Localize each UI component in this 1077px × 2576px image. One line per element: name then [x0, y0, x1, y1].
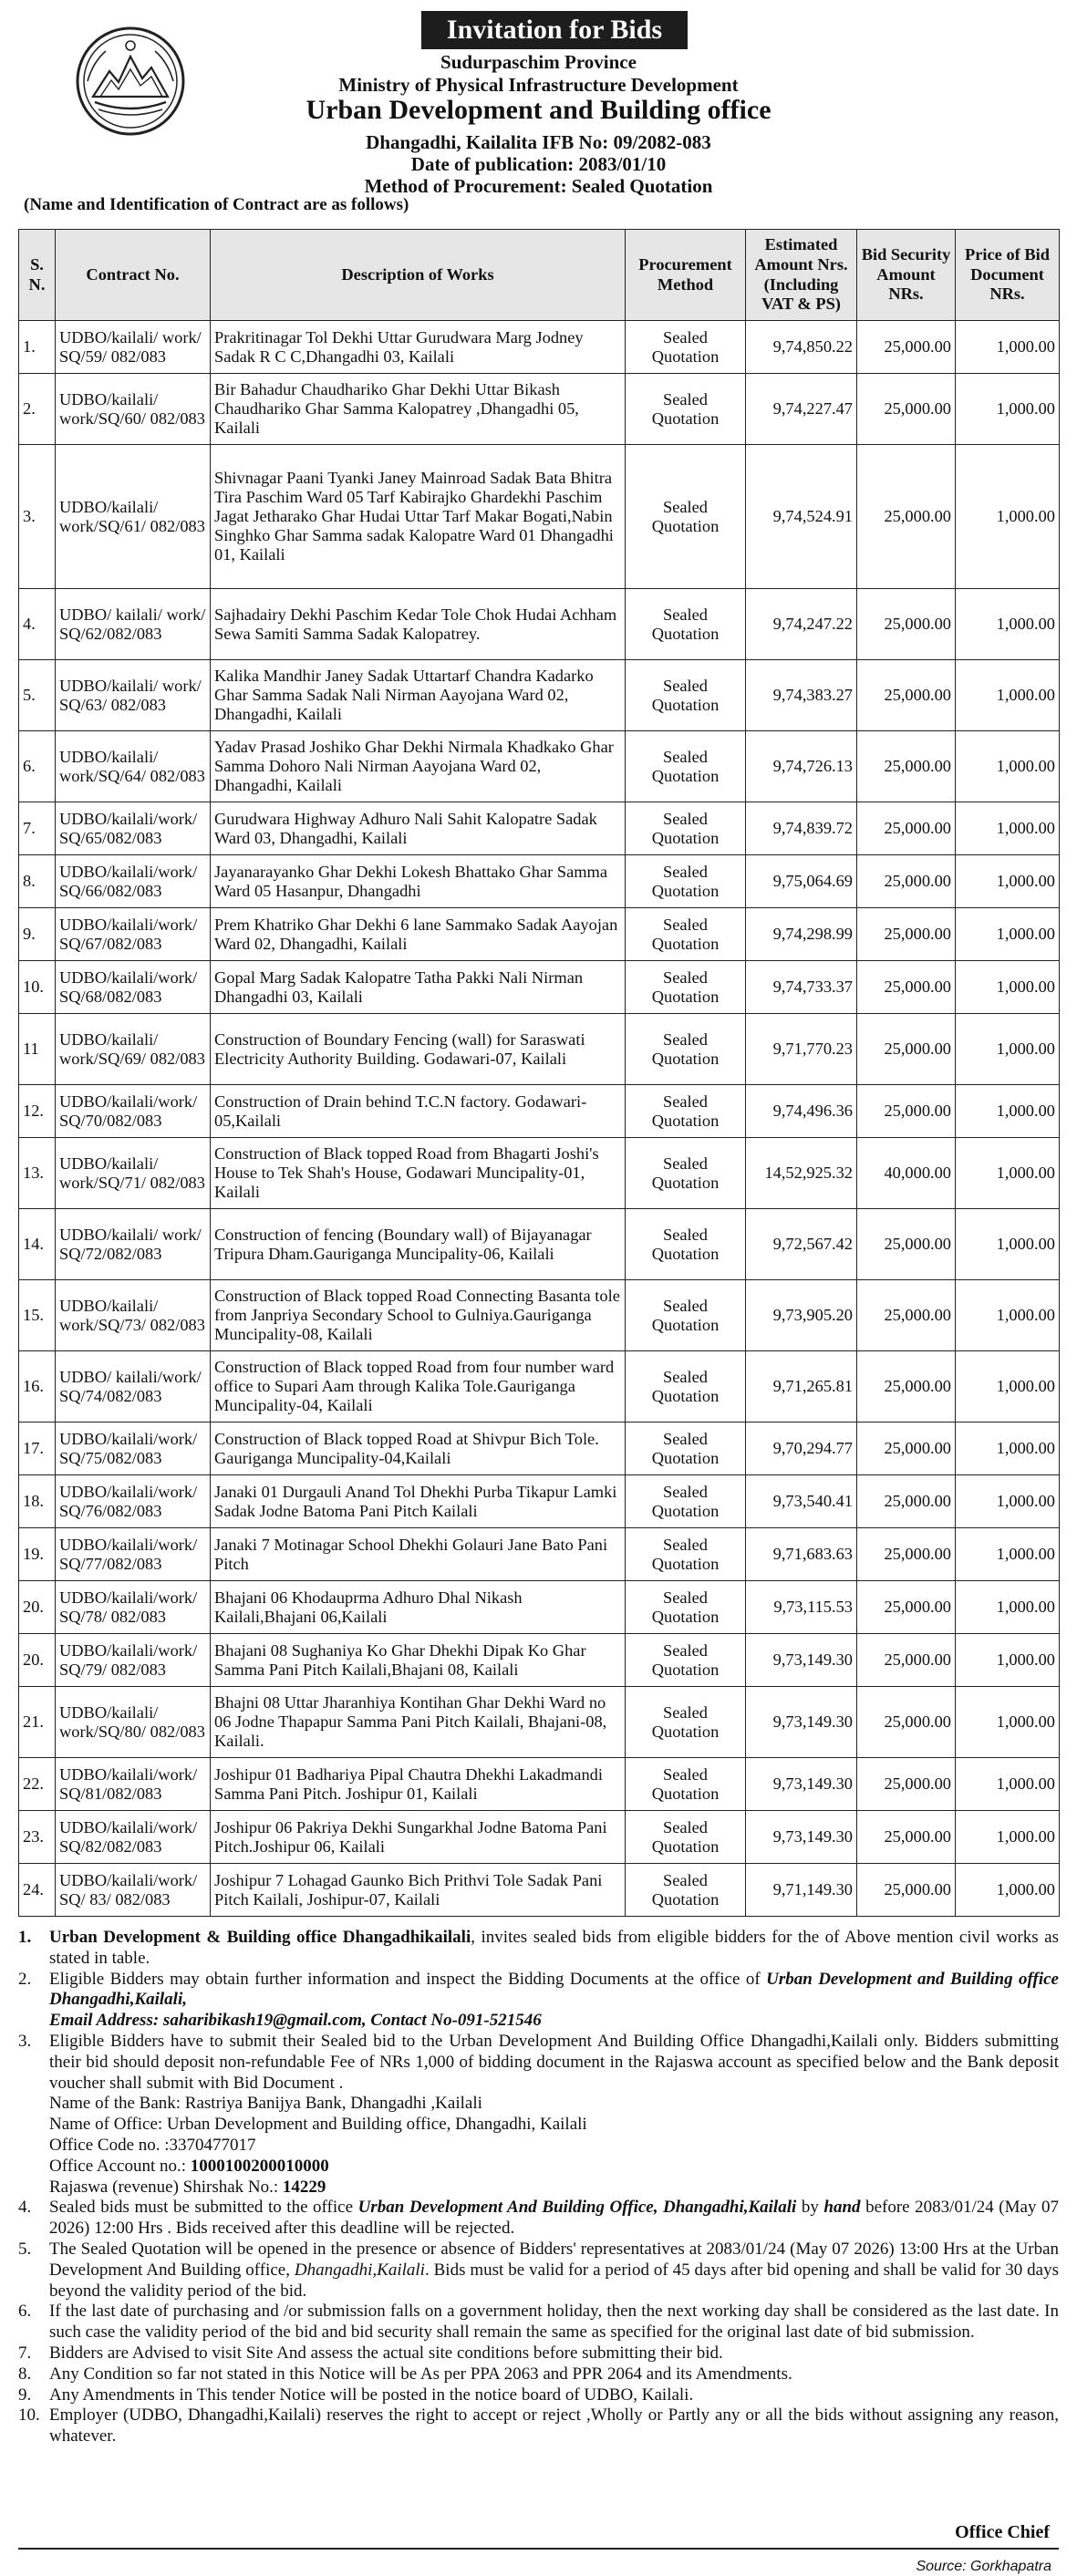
term-item [18, 2302, 1059, 2343]
row-contract-no: UDBO/kailali/work/ SQ/78/ 082/083 [56, 1581, 211, 1634]
office-code: Office Code no. :3370477017 [49, 2135, 256, 2155]
table-row [19, 855, 1060, 908]
table-row [19, 731, 1060, 802]
row-method: Sealed Quotation [626, 589, 746, 660]
row-contract-no: UDBO/kailali/ work/ SQ/59/ 082/083 [56, 321, 211, 374]
term-part: Sealed bids must be submitted to the office [49, 2198, 358, 2218]
row-price: 1,000.00 [956, 1758, 1060, 1811]
row-security: 25,000.00 [857, 1209, 956, 1280]
row-amount: 9,73,540.41 [746, 1475, 857, 1528]
row-security: 25,000.00 [857, 1475, 956, 1528]
row-price: 1,000.00 [956, 1014, 1060, 1085]
row-description: Construction of Drain behind T.C.N factory. Godawari-05,Kailali [211, 1085, 626, 1138]
row-contract-no: UDBO/kailali/work/ SQ/65/082/083 [56, 802, 211, 855]
row-amount: 9,75,064.69 [746, 855, 857, 908]
row-price: 1,000.00 [956, 1475, 1060, 1528]
row-sn: 4. [19, 589, 56, 660]
row-sn: 20. [19, 1634, 56, 1687]
row-description: Prem Khatriko Ghar Dekhi 6 lane Sammako Sadak Aayojan Ward 02, Dhangadhi, Kailali [211, 908, 626, 961]
row-sn: 17. [19, 1422, 56, 1475]
ministry-line: Ministry of Physical Infrastructure Development [338, 74, 739, 96]
office-name: Name of Office: Urban Development and Building office, Dhangadhi, Kailali [49, 2115, 587, 2135]
term-item [18, 2343, 1059, 2364]
rajaswa-number: 14229 [282, 2177, 326, 2197]
term-text: Any Amendments in This tender Notice will be posted in the notice board of UDBO, Kailali. [49, 2385, 694, 2405]
row-sn: 14. [19, 1209, 56, 1280]
row-contract-no: UDBO/kailali/work/ SQ/67/082/083 [56, 908, 211, 961]
row-method: Sealed Quotation [626, 1475, 746, 1528]
term-item [18, 1928, 1059, 1970]
row-method: Sealed Quotation [626, 1634, 746, 1687]
row-description: Construction of Black topped Road from Bhagarti Joshi's House to Tek Shah's House, Godawari Muncipality-01, Kailali [211, 1138, 626, 1209]
row-price: 1,000.00 [956, 1528, 1060, 1581]
row-description: Sajhadairy Dekhi Paschim Kedar Tole Chok Hudai Achham Sewa Samiti Samma Sadak Kalopatrey. [211, 589, 626, 660]
row-sn: 22. [19, 1758, 56, 1811]
province-line: Sudurpaschim Province [440, 51, 637, 73]
term-text: Employer (UDBO, Dhangadhi,Kailali) reserves the right to accept or reject ,Wholly or Partly any or all the bids without assigning any reason, whatever. [49, 2405, 1059, 2447]
row-amount: 9,71,683.63 [746, 1528, 857, 1581]
term-number: 2. [18, 1969, 32, 1989]
row-contract-no: UDBO/kailali/work/ SQ/82/082/083 [56, 1811, 211, 1864]
row-description: Jayanarayanko Ghar Dekhi Lokesh Bhattako Ghar Samma Ward 05 Hasanpur, Dhangadhi [211, 855, 626, 908]
row-amount: 9,74,298.99 [746, 908, 857, 961]
term-number: 10. [18, 2405, 40, 2426]
term-item [18, 2364, 1059, 2385]
row-price: 1,000.00 [956, 731, 1060, 802]
row-description: Yadav Prasad Joshiko Ghar Dekhi Nirmala Khadkako Ghar Samma Dohoro Nali Nirman Aayojana Ward 02, Dhangadhi, Kailali [211, 731, 626, 802]
table-row [19, 908, 1060, 961]
row-contract-no: UDBO/kailali/work/ SQ/66/082/083 [56, 855, 211, 908]
term-number: 8. [18, 2364, 32, 2384]
table-row [19, 1280, 1060, 1351]
table-row [19, 1138, 1060, 1209]
row-amount: 9,71,149.30 [746, 1864, 857, 1917]
table-row [19, 589, 1060, 660]
term-text [49, 2198, 1059, 2240]
row-amount: 9,74,839.72 [746, 802, 857, 855]
row-description: Bhajni 08 Uttar Jharanhiya Kontihan Ghar Dekhi Ward no 06 Jodne Thapapur Samma Pani Pitch Kailali, Bhajani-08, Kailali. [211, 1687, 626, 1758]
table-row [19, 374, 1060, 445]
table-row [19, 1634, 1060, 1687]
table-note: (Name and Identification of Contract are as follows) [24, 195, 409, 214]
row-amount: 9,74,496.36 [746, 1085, 857, 1138]
row-method: Sealed Quotation [626, 802, 746, 855]
row-method: Sealed Quotation [626, 1422, 746, 1475]
term-number: 6. [18, 2302, 32, 2322]
table-row [19, 321, 1060, 374]
row-method: Sealed Quotation [626, 1351, 746, 1422]
term-office: Urban Development And Building Office, Dhangadhi,Kailali [357, 2198, 797, 2218]
row-method: Sealed Quotation [626, 1280, 746, 1351]
row-contract-no: UDBO/ kailali/work/ SQ/74/082/083 [56, 1351, 211, 1422]
row-security: 25,000.00 [857, 1528, 956, 1581]
row-contract-no: UDBO/kailali/ work/ SQ/72/082/083 [56, 1209, 211, 1280]
row-contract-no: UDBO/kailali/ work/SQ/61/ 082/083 [56, 445, 211, 589]
row-method: Sealed Quotation [626, 1014, 746, 1085]
term-number: 1. [18, 1928, 32, 1947]
row-sn: 7. [19, 802, 56, 855]
row-description: Joshipur 7 Lohagad Gaunko Bich Prithvi Tole Sadak Pani Pitch Kailali, Joshipur-07, Kailali [211, 1864, 626, 1917]
row-sn: 19. [19, 1528, 56, 1581]
row-security: 25,000.00 [857, 802, 956, 855]
invitation-banner: Invitation for Bids [421, 11, 688, 49]
term-part: The Sealed Quotation will be opened in the presence or absence of Bidders' representatives at 2083/01/24 (May 07 2026) 13:00 Hrs at the Urban Development And Building office, [49, 2239, 1059, 2280]
term-number: 3. [18, 2031, 32, 2051]
term-part: by [796, 2198, 824, 2218]
procurement-method-line: Method of Procurement: Sealed Quotation [364, 175, 713, 197]
row-sn: 21. [19, 1687, 56, 1758]
row-contract-no: UDBO/kailali/ work/SQ/73/ 082/083 [56, 1280, 211, 1351]
row-security: 25,000.00 [857, 1758, 956, 1811]
term-email: Email Address: saharibikash19@gmail.com, Contact No-091-521546 [49, 2011, 542, 2031]
row-security: 25,000.00 [857, 908, 956, 961]
rajaswa-label: Rajaswa (revenue) Shirshak No.: [49, 2177, 283, 2197]
row-security: 25,000.00 [857, 1351, 956, 1422]
header-contract: Contract No. [56, 230, 211, 321]
table-row [19, 1475, 1060, 1528]
row-amount: 9,74,247.22 [746, 589, 857, 660]
row-amount: 9,74,733.37 [746, 961, 857, 1014]
row-price: 1,000.00 [956, 855, 1060, 908]
row-security: 25,000.00 [857, 1811, 956, 1864]
term-text [49, 2032, 1059, 2198]
table-row [19, 1528, 1060, 1581]
term-text [49, 2240, 1059, 2302]
row-contract-no: UDBO/kailali/work/ SQ/ 83/ 082/083 [56, 1864, 211, 1917]
row-sn: 2. [19, 374, 56, 445]
row-method: Sealed Quotation [626, 961, 746, 1014]
row-amount: 9,74,726.13 [746, 731, 857, 802]
row-amount: 9,70,294.77 [746, 1422, 857, 1475]
row-contract-no: UDBO/kailali/ work/SQ/60/ 082/083 [56, 374, 211, 445]
row-contract-no: UDBO/kailali/work/ SQ/75/082/083 [56, 1422, 211, 1475]
row-sn: 18. [19, 1475, 56, 1528]
row-method: Sealed Quotation [626, 445, 746, 589]
table-row [19, 802, 1060, 855]
bank-name: Name of the Bank: Rastriya Banijya Bank, Dhangadhi ,Kailali [49, 2094, 482, 2114]
rajaswa-shirshak [49, 2178, 1059, 2198]
row-security: 25,000.00 [857, 1014, 956, 1085]
table-row [19, 1687, 1060, 1758]
row-sn: 6. [19, 731, 56, 802]
row-security: 25,000.00 [857, 1634, 956, 1687]
term-item [18, 2385, 1059, 2406]
row-method: Sealed Quotation [626, 1138, 746, 1209]
term-text: Bidders are Advised to visit Site And assess the actual site conditions before submitting their bid. [49, 2343, 723, 2363]
header-amount: Estimated Amount Nrs. (Including VAT & PS) [746, 230, 857, 321]
row-contract-no: UDBO/kailali/work/ SQ/77/082/083 [56, 1528, 211, 1581]
row-price: 1,000.00 [956, 1864, 1060, 1917]
term-rest: Eligible Bidders may obtain further information and inspect the Bidding Documents at the office of [49, 1969, 767, 1989]
term-item [18, 2240, 1059, 2302]
row-description: Bir Bahadur Chaudhariko Ghar Dekhi Uttar Bikash Chaudhariko Ghar Samma Kalopatrey ,Dhangadhi 05, Kailali [211, 374, 626, 445]
row-method: Sealed Quotation [626, 374, 746, 445]
row-description: Prakritinagar Tol Dekhi Uttar Gurudwara Marg Jodney Sadak R C C,Dhangadhi 03, Kailali [211, 321, 626, 374]
term-bold: Urban Development & Building office Dhangadhikailali [49, 1928, 471, 1947]
contracts-table [18, 229, 1060, 1917]
row-method: Sealed Quotation [626, 731, 746, 802]
row-security: 25,000.00 [857, 321, 956, 374]
header-sn: S. N. [19, 230, 56, 321]
row-security: 25,000.00 [857, 660, 956, 731]
row-description: Shivnagar Paani Tyanki Janey Mainroad Sadak Bata Bhitra Tira Paschim Ward 05 Tarf Kabirajko Ghardekhi Paschim Jagat Jetharako Ghar Hudai Uttar Tarf Makar Bogati,Nabin Singhko Ghar Samma sadak Kalopatre Ward 01 Dhangadhi 01, Kailali [211, 445, 626, 589]
row-price: 1,000.00 [956, 1351, 1060, 1422]
row-price: 1,000.00 [956, 589, 1060, 660]
row-amount: 9,74,524.91 [746, 445, 857, 589]
row-sn: 12. [19, 1085, 56, 1138]
row-amount: 9,73,149.30 [746, 1634, 857, 1687]
term-rest: Eligible Bidders have to submit their Sealed bid to the Urban Development And Building Office Dhangadhi,Kailali only. Bidders submitting their bid should deposit non-refundable Fee of NRs 1,000 of bidding document in the Rajaswa account as specified below and the Bank deposit voucher shall submit with Bid Document . [49, 2031, 1059, 2093]
header-price: Price of Bid Document NRs. [956, 230, 1060, 321]
term-item [18, 1970, 1059, 2032]
term-text: Any Condition so far not stated in this Notice will be As per PPA 2063 and PPR 2064 and its Amendments. [49, 2364, 792, 2384]
row-sn: 13. [19, 1138, 56, 1209]
row-price: 1,000.00 [956, 1811, 1060, 1864]
row-method: Sealed Quotation [626, 1209, 746, 1280]
row-sn: 11 [19, 1014, 56, 1085]
row-description: Construction of Black topped Road at Shivpur Bich Tole. Gauriganga Muncipality-04,Kailali [211, 1422, 626, 1475]
row-price: 1,000.00 [956, 660, 1060, 731]
row-method: Sealed Quotation [626, 1581, 746, 1634]
header-security: Bid Security Amount NRs. [857, 230, 956, 321]
row-price: 1,000.00 [956, 1581, 1060, 1634]
row-price: 1,000.00 [956, 445, 1060, 589]
header-description: Description of Works [211, 230, 626, 321]
row-description: Construction of Black topped Road from four number ward office to Supari Aam through Kalika Tole.Gauriganga Muncipality-04, Kailali [211, 1351, 626, 1422]
row-contract-no: UDBO/ kailali/ work/ SQ/62/082/083 [56, 589, 211, 660]
row-contract-no: UDBO/kailali/ work/SQ/71/ 082/083 [56, 1138, 211, 1209]
term-part: before 2083/01/24 (May 07 2026) 12:00 Hrs . Bids received after this deadline will be rejected. [49, 2198, 1060, 2239]
office-account [49, 2157, 1059, 2178]
row-method: Sealed Quotation [626, 1687, 746, 1758]
row-security: 25,000.00 [857, 374, 956, 445]
row-security: 25,000.00 [857, 1581, 956, 1634]
row-contract-no: UDBO/kailali/work/ SQ/81/082/083 [56, 1758, 211, 1811]
row-price: 1,000.00 [956, 1422, 1060, 1475]
footer-divider [18, 2548, 1059, 2550]
row-sn: 5. [19, 660, 56, 731]
publication-date-line: Date of publication: 2083/01/10 [410, 153, 667, 175]
row-amount: 9,71,265.81 [746, 1351, 857, 1422]
office-chief-signature: Office Chief [955, 2522, 1050, 2542]
row-price: 1,000.00 [956, 802, 1060, 855]
table-row [19, 1014, 1060, 1085]
row-contract-no: UDBO/kailali/work/ SQ/79/ 082/083 [56, 1634, 211, 1687]
term-emphasis: hand [823, 2198, 861, 2218]
account-number: 1000100200010000 [190, 2156, 329, 2176]
term-text [49, 1928, 1059, 1970]
row-method: Sealed Quotation [626, 660, 746, 731]
row-security: 25,000.00 [857, 961, 956, 1014]
row-sn: 9. [19, 908, 56, 961]
row-amount: 9,74,850.22 [746, 321, 857, 374]
row-sn: 10. [19, 961, 56, 1014]
row-contract-no: UDBO/kailali/work/ SQ/70/082/083 [56, 1085, 211, 1138]
row-amount: 9,74,227.47 [746, 374, 857, 445]
term-number: 5. [18, 2239, 32, 2259]
row-contract-no: UDBO/kailali/ work/SQ/80/ 082/083 [56, 1687, 211, 1758]
row-price: 1,000.00 [956, 1687, 1060, 1758]
table-row [19, 1864, 1060, 1917]
table-row [19, 1811, 1060, 1864]
term-emphasis: Dhangadhi,Kailali [294, 2260, 425, 2280]
table-row [19, 1209, 1060, 1280]
row-amount: 9,73,149.30 [746, 1811, 857, 1864]
table-row [19, 1085, 1060, 1138]
row-sn: 16. [19, 1351, 56, 1422]
term-number: 4. [18, 2198, 32, 2218]
row-security: 25,000.00 [857, 1864, 956, 1917]
row-sn: 23. [19, 1811, 56, 1864]
notice-header [18, 7, 1059, 212]
table-row [19, 1758, 1060, 1811]
row-price: 1,000.00 [956, 1138, 1060, 1209]
row-method: Sealed Quotation [626, 321, 746, 374]
row-method: Sealed Quotation [626, 1811, 746, 1864]
row-sn: 8. [19, 855, 56, 908]
row-contract-no: UDBO/kailali/ work/ SQ/63/ 082/083 [56, 660, 211, 731]
location-ifb-line: Dhangadhi, Kailalita IFB No: 09/2082-083 [366, 131, 711, 153]
row-amount: 9,72,567.42 [746, 1209, 857, 1280]
row-amount: 9,73,149.30 [746, 1687, 857, 1758]
row-description: Construction of fencing (Boundary wall) of Bijayanagar Tripura Dham.Gauriganga Muncipality-06, Kailali [211, 1209, 626, 1280]
row-price: 1,000.00 [956, 374, 1060, 445]
row-method: Sealed Quotation [626, 908, 746, 961]
term-item [18, 2198, 1059, 2240]
terms-list [18, 1928, 1059, 2447]
row-description: Janaki 01 Durgauli Anand Tol Dhekhi Purba Tikapur Lamki Sadak Jodne Batoma Pani Pitch Kailali [211, 1475, 626, 1528]
row-description: Gopal Marg Sadak Kalopatre Tatha Pakki Nali Nirman Dhangadhi 03, Kailali [211, 961, 626, 1014]
term-number: 9. [18, 2385, 32, 2405]
row-description: Janaki 7 Motinagar School Dhekhi Golauri Jane Bato Pani Pitch [211, 1528, 626, 1581]
term-rest: , invites sealed bids from eligible bidders for the of Above mention civil works as stated in table. [49, 1928, 1059, 1968]
office-title: Urban Development and Building office [305, 95, 772, 125]
row-price: 1,000.00 [956, 908, 1060, 961]
table-row [19, 1581, 1060, 1634]
row-security: 25,000.00 [857, 1687, 956, 1758]
table-header-row [19, 230, 1060, 321]
row-method: Sealed Quotation [626, 1085, 746, 1138]
row-sn: 24. [19, 1864, 56, 1917]
row-contract-no: UDBO/kailali/ work/SQ/64/ 082/083 [56, 731, 211, 802]
row-method: Sealed Quotation [626, 1528, 746, 1581]
term-part: . Bids must be valid for a period of 45 days after bid opening and shall be valid for 30 days beyond the validity period of the bid. [49, 2260, 1059, 2301]
row-price: 1,000.00 [956, 321, 1060, 374]
table-row [19, 660, 1060, 731]
term-item [18, 2032, 1059, 2198]
row-description: Joshipur 01 Badhariya Pipal Chautra Dhekhi Lakadmandi Samma Pani Pitch. Joshipur 01, Kailali [211, 1758, 626, 1811]
header-method: Procurement Method [626, 230, 746, 321]
row-method: Sealed Quotation [626, 1864, 746, 1917]
row-description: Construction of Boundary Fencing (wall) for Saraswati Electricity Authority Building. Godawari-07, Kailali [211, 1014, 626, 1085]
row-sn: 20. [19, 1581, 56, 1634]
row-security: 25,000.00 [857, 445, 956, 589]
row-method: Sealed Quotation [626, 1758, 746, 1811]
row-description: Bhajani 06 Khodauprma Adhuro Dhal Nikash Kailali,Bhajani 06,Kailali [211, 1581, 626, 1634]
row-description: Gurudwara Highway Adhuro Nali Sahit Kalopatre Sadak Ward 03, Dhangadhi, Kailali [211, 802, 626, 855]
term-text [49, 1970, 1059, 2032]
row-security: 25,000.00 [857, 1280, 956, 1351]
source-credit: Source: Gorkhapatra [916, 2559, 1051, 2574]
row-sn: 15. [19, 1280, 56, 1351]
row-contract-no: UDBO/kailali/work/ SQ/76/082/083 [56, 1475, 211, 1528]
row-description: Kalika Mandhir Janey Sadak Uttartarf Chandra Kadarko Ghar Samma Sadak Nali Nirman Aayojana Ward 02, Dhangadhi, Kailali [211, 660, 626, 731]
row-sn: 3. [19, 445, 56, 589]
row-sn: 1. [19, 321, 56, 374]
row-amount: 9,71,770.23 [746, 1014, 857, 1085]
row-description: Joshipur 06 Pakriya Dekhi Sungarkhal Jodne Batoma Pani Pitch.Joshipur 06, Kailali [211, 1811, 626, 1864]
term-number: 7. [18, 2343, 32, 2363]
row-contract-no: UDBO/kailali/work/ SQ/68/082/083 [56, 961, 211, 1014]
row-description: Construction of Black topped Road Connecting Basanta tole from Janpriya Secondary School to Gulniya.Gauriganga Muncipality-08, Kailali [211, 1280, 626, 1351]
term-item [18, 2405, 1059, 2447]
account-label: Office Account no.: [49, 2156, 191, 2176]
row-price: 1,000.00 [956, 1280, 1060, 1351]
row-amount: 14,52,925.32 [746, 1138, 857, 1209]
row-amount: 9,74,383.27 [746, 660, 857, 731]
row-security: 25,000.00 [857, 731, 956, 802]
row-contract-no: UDBO/kailali/ work/SQ/69/ 082/083 [56, 1014, 211, 1085]
row-price: 1,000.00 [956, 961, 1060, 1014]
row-amount: 9,73,905.20 [746, 1280, 857, 1351]
row-description: Bhajani 08 Sughaniya Ko Ghar Dhekhi Dipak Ko Ghar Samma Pani Pitch Kailali,Bhajani 08, Kailali [211, 1634, 626, 1687]
row-security: 25,000.00 [857, 1422, 956, 1475]
row-amount: 9,73,115.53 [746, 1581, 857, 1634]
row-security: 25,000.00 [857, 1085, 956, 1138]
row-security: 25,000.00 [857, 589, 956, 660]
row-amount: 9,73,149.30 [746, 1758, 857, 1811]
row-security: 25,000.00 [857, 855, 956, 908]
table-row [19, 1422, 1060, 1475]
row-security: 40,000.00 [857, 1138, 956, 1209]
row-method: Sealed Quotation [626, 855, 746, 908]
row-price: 1,000.00 [956, 1209, 1060, 1280]
term-text: If the last date of purchasing and /or submission falls on a government holiday, then the next working day shall be considered as the last date. In such case the validity period of the bid and bid security shall remain the same as specified for the original last date of bid submission. [49, 2302, 1059, 2343]
row-price: 1,000.00 [956, 1085, 1060, 1138]
table-row [19, 1351, 1060, 1422]
table-row [19, 445, 1060, 589]
table-row [19, 961, 1060, 1014]
notice-page [18, 7, 1060, 2574]
row-price: 1,000.00 [956, 1634, 1060, 1687]
term-office: Urban Development and Building office Dhangadhi,Kailali, [49, 1969, 1059, 2010]
